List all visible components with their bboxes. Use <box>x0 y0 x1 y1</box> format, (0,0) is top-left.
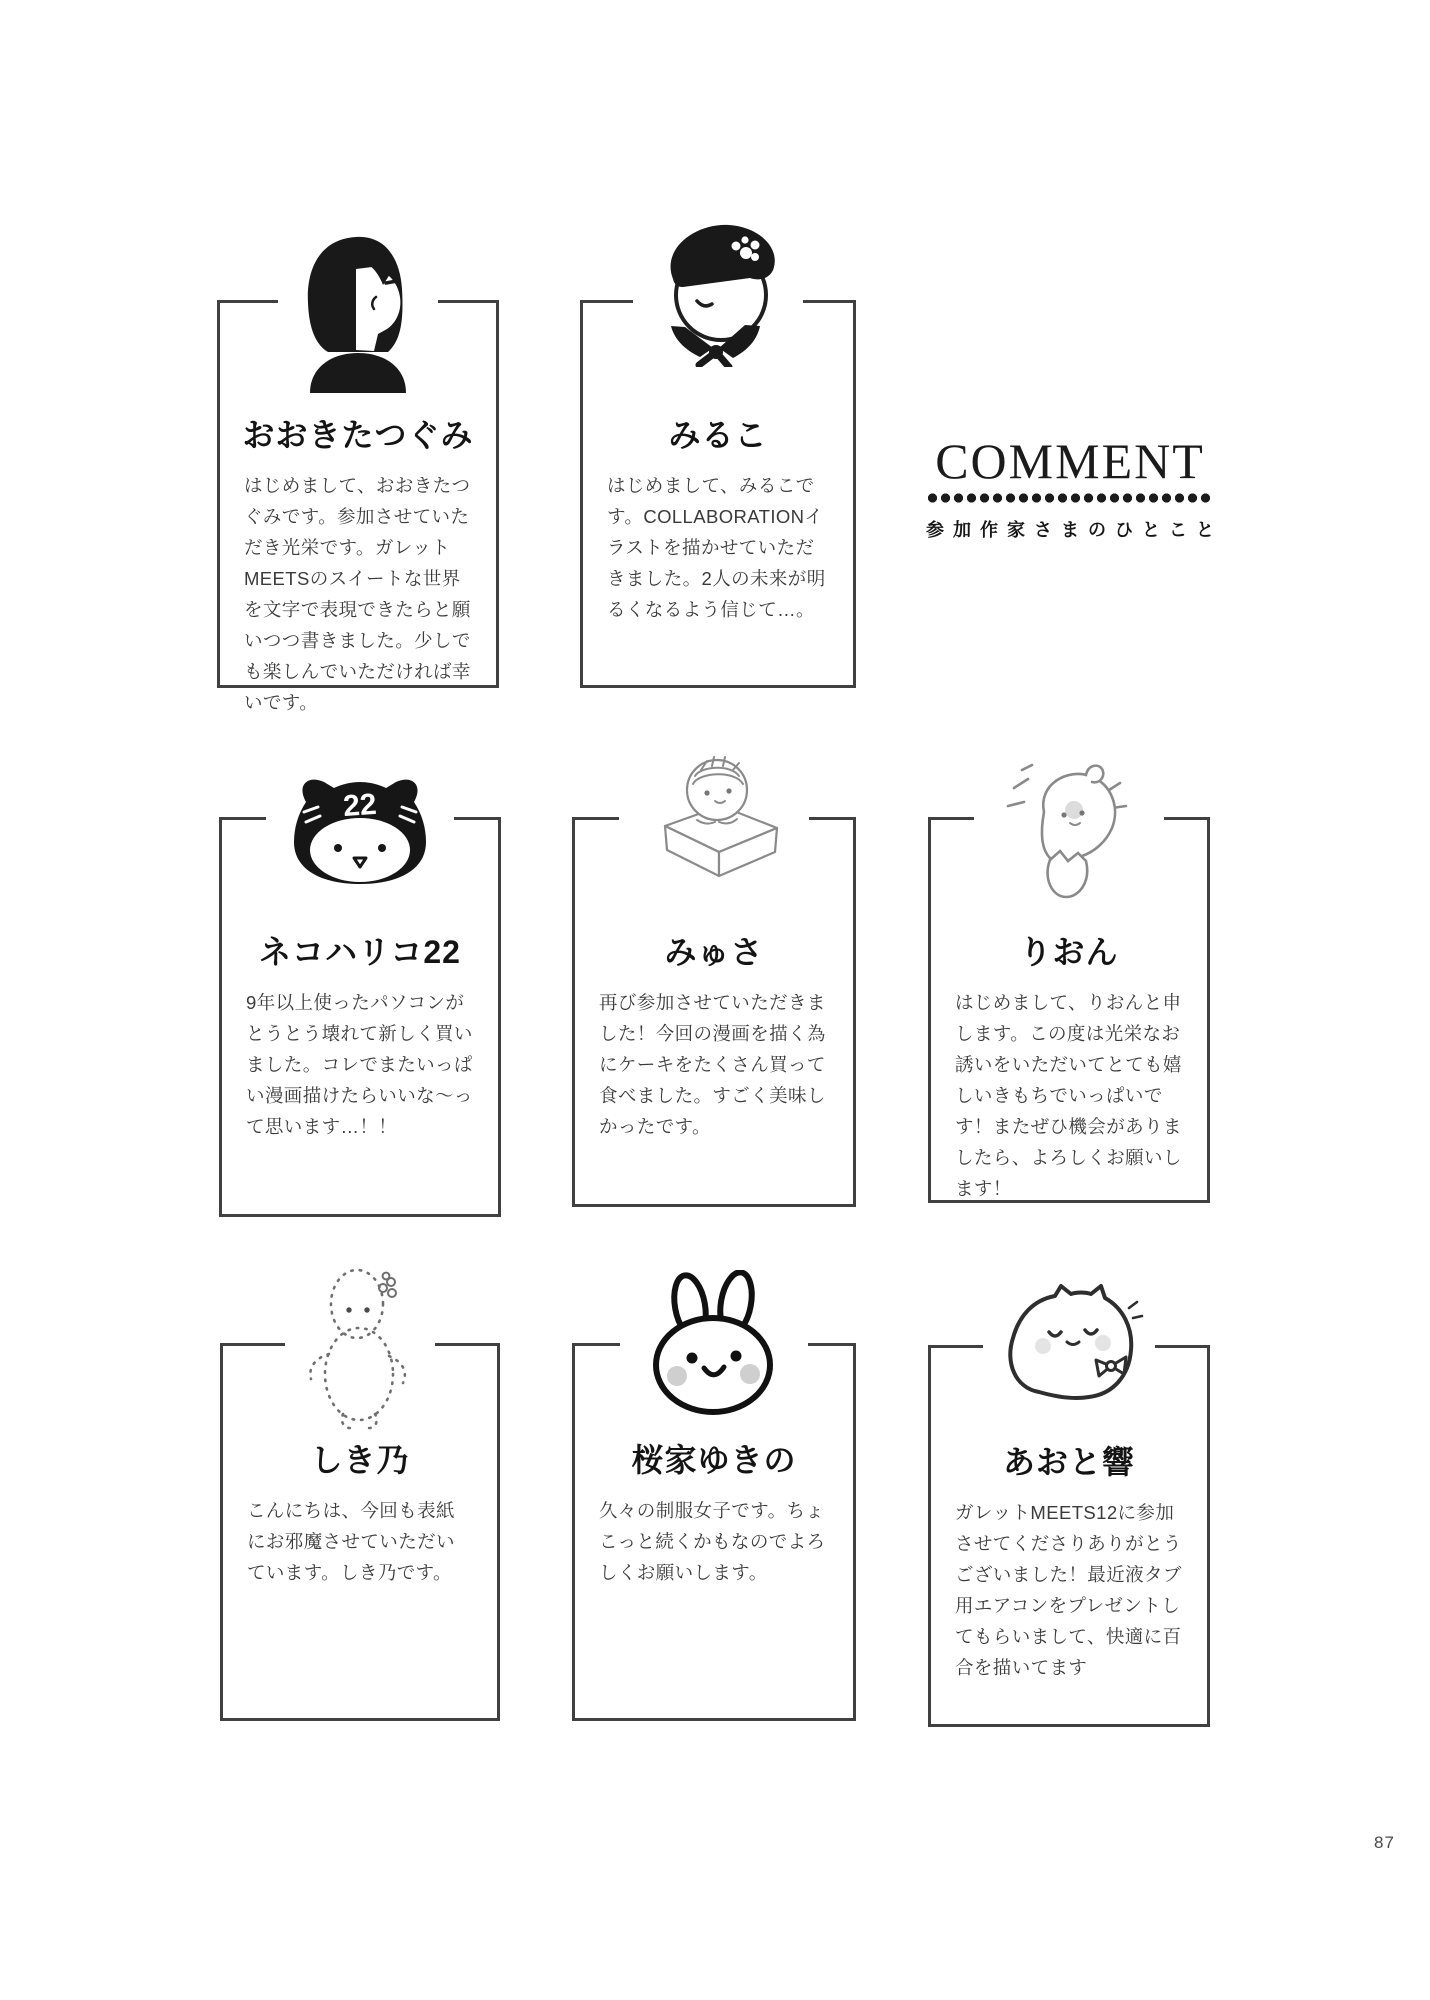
rabbit-icon <box>620 1270 808 1418</box>
author-name: あおと響 <box>1002 1444 1135 1480</box>
girl-profile-icon <box>278 231 438 393</box>
author-card <box>572 1343 856 1721</box>
author-name: みゅさ <box>664 934 764 970</box>
author-card <box>928 1345 1210 1727</box>
author-comment: 再び参加させていただきました！今回の漫画を描く為にケーキをたくさん買って食べました。すごく美味しかったです。 <box>599 991 826 1138</box>
author-name: おおきたつぐみ <box>242 417 474 453</box>
author-comment: はじめまして、みるこです。COLLABORATIONイラストを描かせていただきました。2人の未来が明るくなるよう信じて…。 <box>607 474 826 621</box>
author-comment: 9年以上使ったパソコンがとうとう壊れて新しく買いました。コレでまたいっぱい漫画描けたらいいな〜って思います…！！ <box>246 991 473 1138</box>
author-card <box>572 817 856 1207</box>
author-name: みるこ <box>668 417 768 453</box>
avatar-number-label: 22 <box>342 787 378 824</box>
page-subtitle: 参加作家さまのひとこと <box>926 520 1223 540</box>
author-comment: こんにちは、今回も表紙にお邪魔させていただいています。しき乃です。 <box>247 1499 455 1583</box>
author-name: ネコハリコ22 <box>259 934 461 970</box>
author-name: しき乃 <box>310 1442 410 1478</box>
ghost-egg-icon <box>974 760 1164 908</box>
comment-header <box>905 433 1235 542</box>
author-name: りおん <box>1019 934 1119 970</box>
cat-hood-22-icon <box>266 772 454 886</box>
fluffy-creature-icon <box>285 1262 435 1430</box>
author-card <box>220 1343 500 1721</box>
author-comment: はじめまして、おおきたつぐみです。参加させていただき光栄です。ガレットMEETSのスイートな世界を文字で表現できたらと願いつつ書きました。少しでも楽しんでいただければ幸いです。 <box>244 474 471 714</box>
author-name: 桜家ゆきの <box>631 1442 797 1478</box>
page-title: COMMENT <box>935 433 1205 489</box>
author-card <box>219 787 501 1217</box>
ghost-cat-bow-icon <box>983 1280 1155 1408</box>
octopus-on-cushion-icon <box>619 748 809 888</box>
author-card <box>217 300 499 714</box>
author-comment: 久々の制服女子です。ちょこっと続くかもなのでよろしくお願いします。 <box>599 1499 826 1583</box>
author-card <box>580 300 856 688</box>
author-comment: ガレットMEETS12に参加させてくださりありがとうございました！最近液タブ用エアコンをプレゼントしてもらいまして、快適に百合を描いてます <box>955 1501 1182 1679</box>
beret-girl-icon <box>633 215 803 367</box>
author-card <box>928 817 1210 1203</box>
dots-divider <box>926 492 1214 504</box>
author-comment: はじめまして、りおんと申します。この度は光栄なお誘いをいただいてとても嬉しいきもちでいっぱいです！またぜひ機会がありましたら、よろしくお願いします！ <box>955 991 1182 1200</box>
page-number: 87 <box>1374 1833 1395 1852</box>
